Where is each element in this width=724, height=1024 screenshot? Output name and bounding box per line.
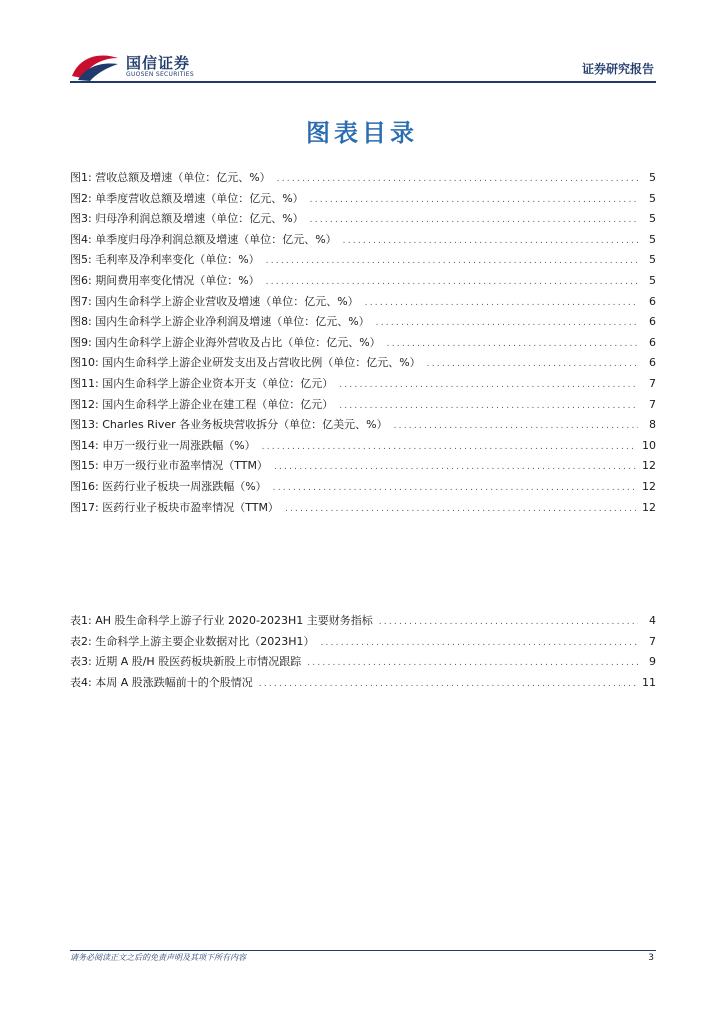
report-type-label: 证券研究报告 <box>581 62 654 76</box>
toc-entry-page: 5 <box>649 212 656 226</box>
toc-leader-dots <box>277 174 638 184</box>
toc-leader-dots <box>427 359 638 369</box>
toc-entry-page: 6 <box>649 335 656 349</box>
guosen-logo-icon <box>70 50 120 82</box>
toc-leader-dots <box>343 236 638 246</box>
figure-toc-entry[interactable] <box>70 210 656 231</box>
toc-leader-dots <box>387 339 638 349</box>
toc-leader-dots <box>259 679 636 689</box>
toc-entry-page: 10 <box>642 438 656 452</box>
figure-toc-entry[interactable] <box>70 375 656 396</box>
figure-toc-entry[interactable] <box>70 499 656 520</box>
toc-entry-label: 图7: 国内生命科学上游企业营收及增速（单位：亿元、%） <box>70 294 359 308</box>
toc-entry-page: 11 <box>642 675 656 689</box>
toc-entry-label: 图6: 期间费用率变化情况（单位：%） <box>70 273 260 287</box>
toc-entry-label: 图16: 医药行业子板块一周涨跌幅（%） <box>70 479 267 493</box>
toc-entry-page: 7 <box>649 376 656 390</box>
toc-leader-dots <box>339 401 638 411</box>
toc-entry-page: 6 <box>649 294 656 308</box>
page-number: 3 <box>648 953 654 963</box>
figure-toc-entry[interactable] <box>70 293 656 314</box>
toc-entry-label: 表3: 近期 A 股/H 股医药板块新股上市情况跟踪 <box>70 655 302 669</box>
header-divider <box>70 81 656 83</box>
toc-entry-page: 5 <box>649 273 656 287</box>
toc-entry-page: 4 <box>649 614 656 627</box>
toc-leader-dots <box>310 195 638 205</box>
toc-entry-label: 图5: 毛利率及净利率变化（单位：%） <box>70 253 260 267</box>
toc-entry-page: 6 <box>649 356 656 370</box>
toc-entry-label: 图10: 国内生命科学上游企业研发支出及占营收比例（单位：亿元、%） <box>70 356 421 370</box>
figure-toc-entry[interactable] <box>70 169 656 190</box>
toc-entry-page: 5 <box>649 232 656 246</box>
figure-toc-entry[interactable] <box>70 272 656 293</box>
toc-leader-dots <box>320 638 638 648</box>
table-toc-entry[interactable] <box>70 653 656 674</box>
figure-toc-entry[interactable] <box>70 354 656 375</box>
figure-toc-entry[interactable] <box>70 396 656 417</box>
figure-list <box>70 169 656 519</box>
toc-entry-page: 12 <box>642 479 656 493</box>
figure-toc-entry[interactable] <box>70 457 656 478</box>
figure-toc-entry[interactable] <box>70 251 656 272</box>
toc-entry-label: 表4: 本周 A 股涨跌幅前十的个股情况 <box>70 675 253 689</box>
toc-entry-label: 图15: 申万一级行业市盈率情况（TTM） <box>70 459 268 473</box>
toc-entry-label: 图8: 国内生命科学上游企业净利润及增速（单位：亿元、%） <box>70 315 370 329</box>
toc-entry-page: 5 <box>649 191 656 205</box>
figure-toc-entry[interactable] <box>70 416 656 437</box>
toc-entry-label: 表1: AH 股生命科学上游子行业 2020-2023H1 主要财务指标 <box>70 614 373 627</box>
toc-entry-label: 图11: 国内生命科学上游企业资本开支（单位：亿元） <box>70 376 334 390</box>
brand-name-en: GUOSEN SECURITIES <box>126 71 195 78</box>
toc-leader-dots <box>266 277 638 287</box>
toc-entry-label: 表2: 生命科学上游主要企业数据对比（2023H1） <box>70 634 315 648</box>
toc-entry-page: 7 <box>649 397 656 411</box>
table-list <box>70 612 656 694</box>
toc-leader-dots <box>394 421 638 431</box>
toc-entry-label: 图2: 单季度营收总额及增速（单位：亿元、%） <box>70 191 304 205</box>
table-toc-entry[interactable] <box>70 612 656 633</box>
figure-toc-entry[interactable] <box>70 313 656 334</box>
toc-entry-label: 图14: 申万一级行业一周涨跌幅（%） <box>70 438 256 452</box>
table-toc-entry[interactable] <box>70 674 656 695</box>
toc-entry-page: 12 <box>642 500 656 514</box>
toc-entry-page: 7 <box>649 634 656 648</box>
toc-entry-page: 6 <box>649 315 656 329</box>
toc-entry-label: 图17: 医药行业子板块市盈率情况（TTM） <box>70 500 279 514</box>
toc-leader-dots <box>285 504 636 514</box>
toc-leader-dots <box>266 256 638 266</box>
footer-disclaimer: 请务必阅读正文之后的免责声明及其项下所有内容 <box>70 953 246 962</box>
page-title: 图表目录 <box>306 119 418 147</box>
brand-name-cn: 国信证券 <box>126 54 191 72</box>
toc-leader-dots <box>274 462 636 472</box>
toc-entry-page: 12 <box>642 459 656 473</box>
footer-divider <box>70 950 656 951</box>
toc-leader-dots <box>262 442 636 452</box>
toc-entry-label: 图3: 归母净利润总额及增速（单位：亿元、%） <box>70 212 304 226</box>
figure-toc-entry[interactable] <box>70 334 656 355</box>
toc-leader-dots <box>339 380 638 390</box>
toc-entry-label: 图12: 国内生命科学上游企业在建工程（单位：亿元） <box>70 397 334 411</box>
toc-entry-page: 5 <box>649 171 656 184</box>
figure-toc-entry[interactable] <box>70 190 656 211</box>
toc-entry-label: 图1: 营收总额及增速（单位：亿元、%） <box>70 171 271 184</box>
figure-toc-entry[interactable] <box>70 437 656 458</box>
toc-entry-page: 8 <box>649 418 656 432</box>
page-header <box>0 0 724 90</box>
figure-toc-entry[interactable] <box>70 478 656 499</box>
toc-entry-label: 图4: 单季度归母净利润总额及增速（单位：亿元、%） <box>70 232 337 246</box>
toc-leader-dots <box>307 658 638 668</box>
toc-leader-dots <box>379 617 638 627</box>
toc-leader-dots <box>273 483 636 493</box>
toc-leader-dots <box>310 215 638 225</box>
toc-leader-dots <box>376 318 638 328</box>
toc-leader-dots <box>365 298 638 308</box>
figure-toc-entry[interactable] <box>70 231 656 252</box>
toc-entry-label: 图13: Charles River 各业务板块营收拆分（单位：亿美元、%） <box>70 418 388 432</box>
toc-entry-page: 9 <box>649 655 656 669</box>
toc-entry-label: 图9: 国内生命科学上游企业海外营收及占比（单位：亿元、%） <box>70 335 381 349</box>
table-toc-entry[interactable] <box>70 633 656 654</box>
toc-entry-page: 5 <box>649 253 656 267</box>
